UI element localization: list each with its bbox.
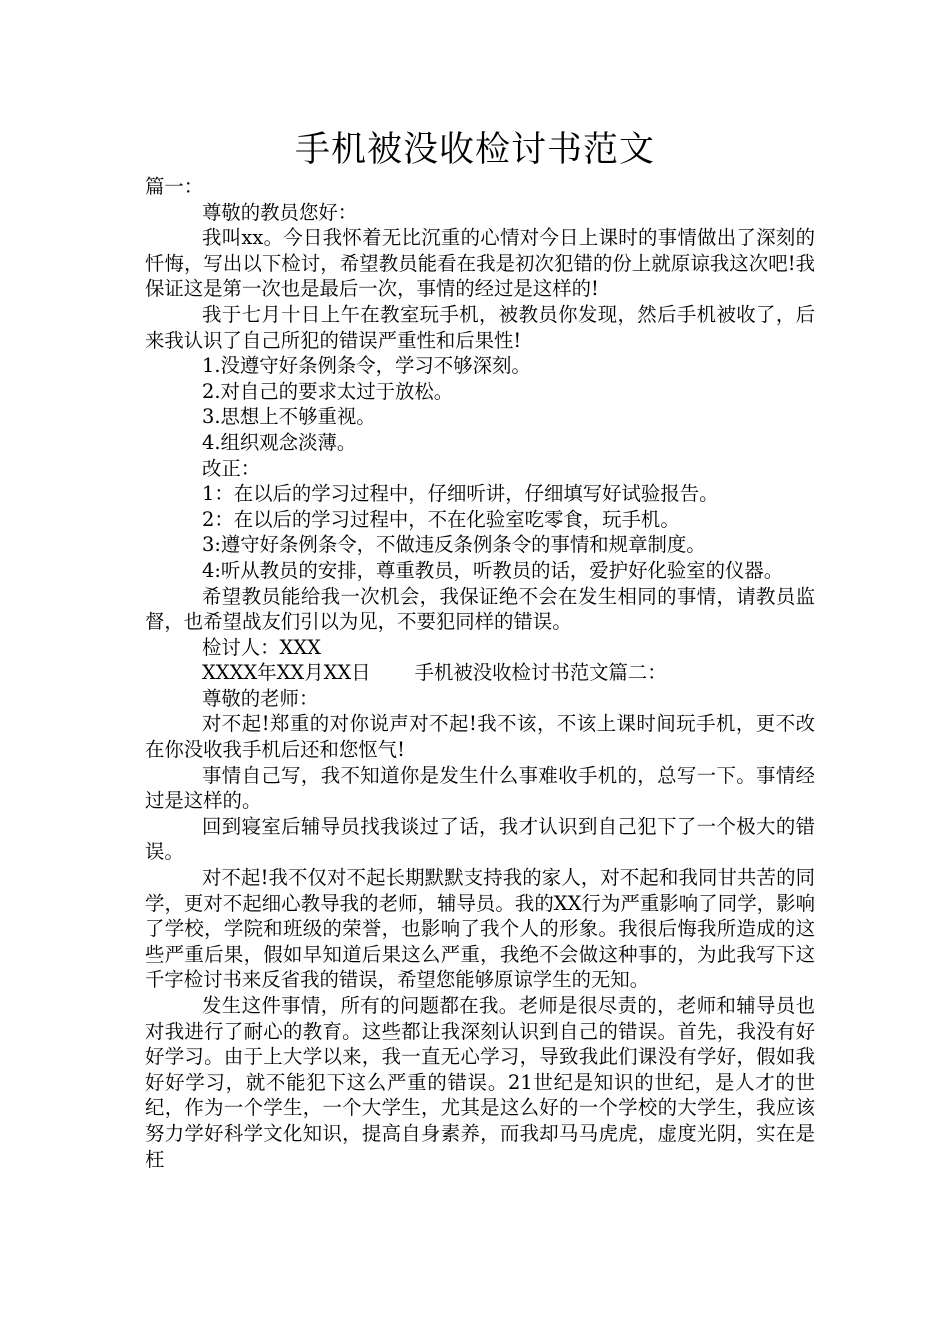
list-item: 2：在以后的学习过程中，不在化验室吃零食，玩手机。 <box>202 507 680 531</box>
paragraph: 对不起!郑重的对你说声对不起!我不该，不该上课时间玩手机，更不改在你没收我手机后还和您怄气! <box>145 712 815 762</box>
paragraph: 希望教员能给我一次机会，我保证绝不会在发生相同的事情，请教员监督，也希望战友们引以为见，不要犯同样的错误。 <box>145 584 815 634</box>
list-item: 1：在以后的学习过程中，仔细听讲，仔细填写好试验报告。 <box>202 482 719 506</box>
list-item: 1.没遵守好条例条令，学习不够深刻。 <box>202 354 531 378</box>
paragraph: 事情自己写，我不知道你是发生什么事难收手机的，总写一下。事情经过是这样的。 <box>145 763 815 813</box>
list-item: 2.对自己的要求太过于放松。 <box>202 379 454 403</box>
list-item: 4.组织观念淡薄。 <box>202 430 357 454</box>
date-text: XXXX年XX月XX日 <box>202 661 371 685</box>
signature-line: 检讨人：XXX <box>202 635 321 659</box>
document-body <box>145 174 815 1172</box>
section-label: 篇一： <box>145 175 204 198</box>
salutation: 尊敬的老师： <box>202 686 319 710</box>
part-two-title: 手机被没收检讨书范文篇二： <box>414 661 667 685</box>
document-title: 手机被没收检讨书范文 <box>294 130 655 170</box>
list-item: 3.思想上不够重视。 <box>202 405 376 429</box>
section-heading: 改正： <box>202 456 261 480</box>
paragraph: 我于七月十日上午在教室玩手机，被教员你发现，然后手机被收了，后来我认识了自己所犯的错误严重性和后果性! <box>145 302 815 352</box>
salutation: 尊敬的教员您好： <box>202 200 358 224</box>
date-line <box>145 660 815 686</box>
list-item: 3:遵守好条例条令，不做违反条例条令的事情和规章制度。 <box>202 533 706 557</box>
paragraph: 回到寝室后辅导员找我谈过了话，我才认识到自己犯下了一个极大的错误。 <box>145 814 815 864</box>
paragraph: 发生这件事情，所有的问题都在我。老师是很尽责的，老师和辅导员也对我进行了耐心的教育。这些都让我深刻认识到自己的错误。首先，我没有好好学习。由于上大学以来，我一直无心学习，导致我此们课没有学好，假如我好好学习，就不能犯下这么严重的错误。21世纪是知识的世纪，是人才的世纪，作为一个学生，一个大学生，尤其是这么好的一个学校的大学生，我应该努力学好科学文化知识，提高自身素养，而我却马马虎虎，虚度光阴，实在是枉 <box>145 994 815 1171</box>
paragraph: 我叫xx。今日我怀着无比沉重的心情对今日上课时的事情做出了深刻的忏悔，写出以下检讨，希望教员能看在我是初次犯错的份上就原谅我这次吧!我保证这是第一次也是最后一次，事情的经过是这样的! <box>145 226 815 301</box>
paragraph: 对不起!我不仅对不起长期默默支持我的家人，对不起和我同甘共苦的同学，更对不起细心教导我的老师，辅导员。我的XX行为严重影响了同学，影响了学校，学院和班级的荣誉，也影响了我个人的形象。我很后悔我所造成的这些严重后果，假如早知道后果这么严重，我绝不会做这种事的，为此我写下这千字检讨书来反省我的错误，希望您能够原谅学生的无知。 <box>145 866 815 992</box>
list-item: 4:听从教员的安排，尊重教员，听教员的话，爱护好化验室的仪器。 <box>202 558 784 582</box>
